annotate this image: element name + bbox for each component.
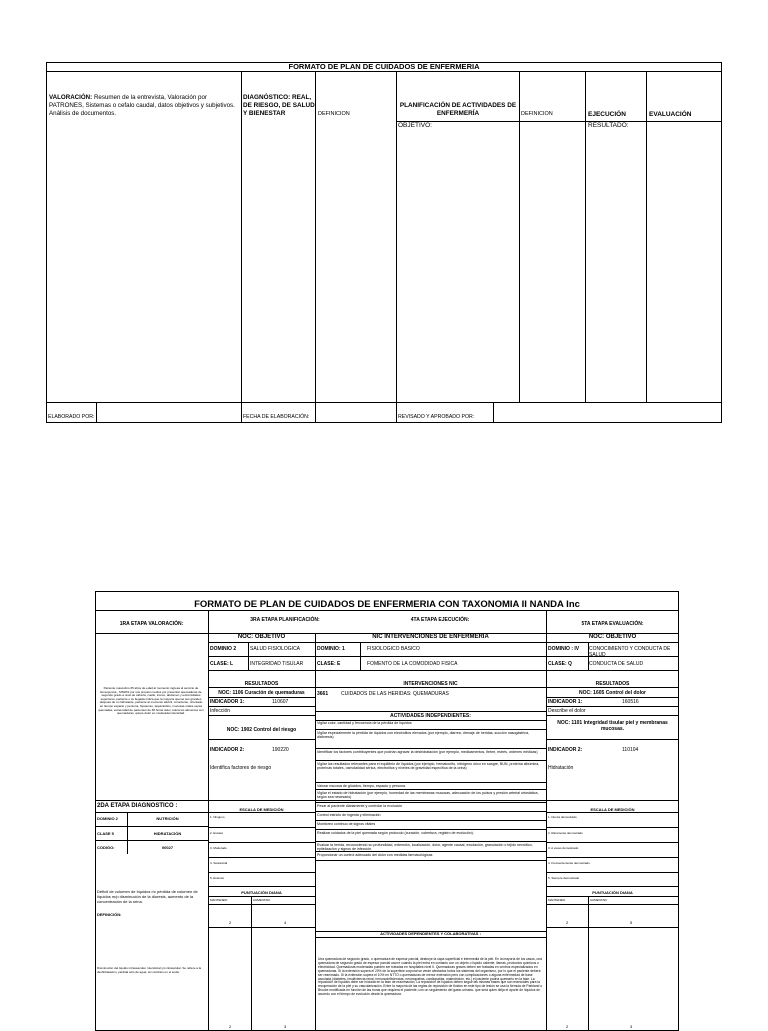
noc-domain-row-value: SALUD FISIOLOGICA (250, 646, 301, 652)
score-a: 2 (229, 920, 232, 925)
diag-row-value: 00027 (161, 845, 174, 850)
definicion-header-2: DEFINICION (521, 111, 553, 117)
activity-item: Valorar mucosa de glúcidos, tiempo, espacio y persona. (315, 783, 546, 790)
form1-col-sep (519, 72, 520, 402)
eval-indicador1-code: 160516 (622, 699, 639, 705)
etapa2-label: 2DA ETAPA DIAGNOSTICO : (97, 803, 178, 809)
etapa1-label: 1RA ETAPA VALORACIÓN: (119, 621, 184, 627)
score-bottom-d: 3 (630, 1024, 633, 1029)
form1-col-sep (315, 72, 316, 402)
form2-divider (546, 904, 679, 905)
eval-domain-row-label: CLASE: Q (548, 661, 572, 667)
mantener-label-2: MANTENER: (548, 898, 566, 902)
scale-item: 2. Escaso (208, 827, 315, 842)
eval-indicador2-label: INDICADOR 2: (548, 747, 583, 753)
diag-row-value: HIDRATACIÓN (153, 831, 182, 836)
actividades-indep-header: ACTIVIDADES INDEPENDIENTES: (390, 713, 471, 719)
activity-item: Identificar los factores contribuyentes que podrían agravar la deshidratación (por ejemplo, medicamentos, fiebre, estrés, órdenes médicas) (315, 749, 546, 761)
activity-item: Realizar cuidados de la piel quemada según protocolo (curación, cobertura, registro de evolución). (315, 830, 546, 842)
indicador1-label: INDICADOR 1: (210, 699, 245, 705)
activity-item: Monitoreo continuo de signos vitales (315, 821, 546, 830)
scale-item: 1. Ninguno (210, 815, 225, 819)
form2-divider (208, 715, 315, 716)
diag-inner-sep (127, 812, 128, 854)
intervenciones-nic-header: INTERVENCIONES NIC (403, 681, 458, 687)
eval-indicador1-label: INDICADOR 1: (548, 699, 583, 705)
form2-divider (208, 904, 315, 905)
revisado-por-label: REVISADO Y APROBADO POR: (398, 414, 475, 420)
form2-divider (546, 706, 679, 707)
fecha-elaboracion-label: FECHA DE ELABORACIÓN: (243, 414, 310, 420)
etapa5-label: 5TA ETAPA EVALUACIÓN: (581, 621, 644, 627)
eval-indicador1-text: Describe el dolor (548, 708, 586, 714)
puntuacion-header-2: PUNTUACIÓN DIANA (592, 890, 633, 895)
nic-domain-row-value: FISIOLOGICO BASICO (367, 646, 420, 652)
nic-name: CUIDADOS DE LAS HERIDAS: QUEMADURAS (341, 691, 449, 697)
form2-title-divider (95, 610, 679, 611)
eval-domain-row-value: CONOCIMIENTO Y CONDUCTA DE SALUD (589, 646, 671, 658)
definicion-header-1: DEFINICION (318, 111, 350, 117)
scale-item: 3. A veces demostrado (546, 842, 679, 857)
form-page-2 (0, 440, 768, 1029)
form2-divider (546, 715, 679, 716)
diag-row-label: DOMINIO 2 (97, 816, 118, 821)
nic-code: 3661 (317, 691, 329, 697)
puntuacion-header: PUNTUACIÓN DIANA (241, 890, 282, 895)
scale-item: 1. Nunca demostrado (548, 815, 577, 819)
form1-col-sep (646, 72, 647, 402)
eval-domain-row-label: DOMINIO : IV (548, 646, 580, 652)
diag-row-label: CODIGO: (97, 845, 115, 850)
scale-item: 5. Siempre demostrado (546, 872, 679, 887)
form2-divider (208, 706, 315, 707)
form2-divider (208, 886, 315, 887)
noc-1106: NOC: 1106 Curación de quemaduras (218, 690, 305, 696)
diagnostico-header: DIAGNÓSTICO: REAL, DE RIESGO, DE SALUD Y BIENESTAR (243, 94, 315, 117)
form2-divider (546, 687, 679, 688)
activity-item: Vigilar los resultados relevantes para el equilibrio de líquidos (por ejemplo, hematocrito, nitrógeno úrico en sangre, BUN, proteína albúmina, proteínas totales, osmolalidad sérica, electrolitos y niveles de gravedad específica de la orina) (315, 761, 546, 783)
diagnosis-text: Déficit de volumen de líquidos r/c pérdida de volumen de líquidos m/p disminución de la diuresis, aumento de la concentración de la orina. (97, 889, 198, 904)
nic-domain-row (315, 656, 546, 670)
form1-footer-sep (493, 402, 494, 423)
diag-row (95, 812, 208, 826)
nic-domain-row-label: DOMINIO: 1 (317, 646, 345, 652)
form2-divider (208, 896, 315, 897)
form1-footer-sep (396, 402, 397, 423)
form-page-1 (0, 0, 768, 440)
noc-objetivo-header-2: NOC: OBJETIVO (588, 634, 637, 640)
eval-domain-row (546, 656, 679, 670)
indicador2-label: INDICADOR 2: (210, 747, 245, 753)
form2-divider (546, 886, 679, 887)
eval-indicador2-text: Hidratación (548, 765, 574, 771)
valoracion-header (49, 94, 239, 118)
definicion-label: DEFINICIÓN: (97, 912, 122, 917)
form2-divider (546, 697, 679, 698)
activity-item: Evaluar la herida, reconociendo su profundidad, extensión, localización, dolor, agente causal, exudación, granulación o tejido necrótico, epitelización y signos de infección. (315, 842, 546, 852)
scale-item: 2. Raramente demostrado (546, 827, 679, 842)
indicador2-code: 190220 (272, 747, 289, 753)
activity-item: Vigilar el estado de hidratación (por ejemplo, humedad de las membranas mucosas, adecuación de los pulsos y presión arterial ortostática, según sea necesario) (315, 790, 546, 803)
form2-divider (315, 937, 546, 938)
escala-header: ESCALA DE MEDICIÓN (239, 807, 284, 812)
diag-row-value: NUTRICIÓN (156, 816, 179, 821)
form1-footer-sep (241, 402, 242, 423)
form2-divider (95, 800, 679, 801)
score-sep (588, 896, 589, 1031)
eval-domain-row (546, 642, 679, 656)
nic-header: NIC INTERVENCIONES DE ENFERMERIA (372, 634, 489, 640)
long-text: Una quemadura de segundo grado, o quemadura de espesor parcial, destruye la capa superficial e intermedia de la piel. En la mayoría de los casos, una quemadura de segundo grado de espesor parcial ocurre cuando la piel entra en contacto con un objeto o líquido caliente, llamas, productos químicos o electricidad. Quemaduras moderadas pueden ser tratadas en hospitales nivel II. Quemaduras graves deben ser tratadas en centros especializados en quemaduras. Si la extensión supera el 20% de la superficie corporal se verán afectados todos los sistemas del organismo, por lo que el paciente deberá ser reanimado. Si la extensión supera el 10% en NTTO o quemaduras de menor extensión pero con complicaciones o alguna enfermedad de base asociada (diabetes, insuficiencia renal, inmunodeficiencias, neumopatías, cardiopatías, malnutrición, etc.) el paciente podría quemarlo en la fase. La reposición de líquidos debe ser iniciada en la fase de reanimación. La reposición de líquidos deben seguir las mismas bases que son esenciales para la recuperación de la piel y su vascularización. Entre la mayoría de las reglas de reposición de fluidos en este tipo de lesión se usa la fórmula de Parkland o Brooke modificada en función de las horas que requiera el paciente; con un seguimiento del gasto urinario, que será quien dirija el aporte de líquidos de acuerdo con el tiempo de evolución desde la quemadura. (318, 957, 543, 997)
form1-footer-sep (96, 402, 97, 423)
form1-footer-divider (46, 402, 722, 403)
score-sep (251, 896, 252, 1031)
form2-divider (208, 739, 315, 740)
form1-footer-sep (315, 402, 316, 423)
objetivo-label: OBJETIVO: (398, 122, 432, 129)
activity-item: Pesar al paciente diariamente y controlar la evolución (315, 803, 546, 812)
scale-item: 4. Frecuentemente demostrado (546, 857, 679, 872)
form2-divider (208, 697, 315, 698)
form2-divider (546, 927, 679, 928)
form2-divider (546, 739, 679, 740)
noc-1101: NOC: 1101 Integridad tisular piel y membranas mucosas. (557, 720, 668, 732)
form2-divider (315, 670, 546, 671)
definition-text: Disminución del líquido intravascular, intersticial y/o intracelular. Se refiere a la deshidratación, pérdida sólo de agua, sin cambios en el sodio. (97, 966, 202, 974)
diag-row (95, 840, 208, 854)
form2-col-sep (208, 610, 209, 633)
score-bottom-a: 2 (229, 1024, 232, 1029)
elaborado-por-label: ELABORADO POR: (48, 414, 95, 420)
actividades-dep-header: ACTIVIDADES DEPENDIENTES Y COLABORATIVAS : (380, 931, 481, 936)
diag-row-label: CLASE 5 (97, 831, 114, 836)
resultados-header: RESULTADOS (244, 681, 279, 687)
activity-item: Vigilar color, cantidad y frecuencia de la pérdida de líquidos (315, 720, 546, 730)
nic-domain-row-label: CLASE: E (317, 661, 341, 667)
valoracion-text: Resumen de la entrevista, Valoración por PATRONES, Sistemas o cefalo caudal, datos objetivos y subjetivos. Análisis de documentos. (49, 94, 235, 117)
form1-col-sep (585, 72, 586, 402)
eval-domain-row-value: CONDUCTA DE SALUD (589, 661, 644, 667)
form2-title: FORMATO DE PLAN DE CUIDADOS DE ENFERMERIA CON TAXONOMIA II NANDA Inc (194, 599, 580, 610)
form2-divider (315, 687, 546, 688)
escala-header-2: ESCALA DE MEDICIÓN (590, 807, 635, 812)
patient-summary: Paciente masculino 65 años de edad al momento ingresa al servicio de Emergencia - MSPAS por sus propios medios por presentar quemaduras de segundo grado a nivel de cabeza, cuello, tronco, abdomen y extremidades superiores; paciente o su llegada índica que la mayoría queme sus grandes después de un hidratante, paciente al momento afebril, consciente, orientado en tiempo espacio y persona, hipotenso, taquicardico, mucosas orales secas quemadas, extremidad de pacientes de 48 horas dolor, tolera los alimentos con quemaduras, quiere dolor en moderada intensidad. (98, 686, 204, 716)
form1-col-sep (396, 72, 397, 402)
noc-domain-row-label: CLASE: L (210, 661, 234, 667)
noc-objetivo-header: NOC: OBJETIVO (237, 634, 286, 640)
form2-divider (546, 670, 679, 671)
eval-resultados-header: RESULTADOS (595, 681, 630, 687)
etapa3-label: 3RA ETAPA PLANIFICACIÓN: (250, 617, 320, 623)
score-d: 5 (630, 920, 633, 925)
indicador1-code: 110607 (272, 699, 289, 705)
activity-item: Proporcionar un control adecuado del dolor con medidas farmacológicas (315, 852, 546, 861)
noc-domain-row-value: INTEGRIDAD TISULAR (250, 661, 304, 667)
indicador2-text: Identifica factores de riesgo (210, 765, 272, 771)
evaluacion-header: EVALUACIÓN (649, 111, 692, 118)
activity-item: Control estricto de ingesta y eliminación (315, 812, 546, 821)
scale-item: 5. Extenso (208, 872, 315, 887)
form2-divider (208, 687, 315, 688)
planificacion-header: PLANIFICACIÓN DE ACTIVIDADES DE ENFERMERÍA (399, 102, 517, 117)
score-b: 4 (284, 920, 287, 925)
noc-domain-row-label: DOMINIO 2 (210, 646, 237, 652)
aumentar-label: AUMENTAR: (253, 898, 271, 902)
score-bottom-c: 2 (566, 1024, 569, 1029)
activity-item: Vigilar especialmente la pérdida de líquidos con electrolitos elevados (por ejemplo, diarrea, drenaje de heridas, succión nasogástrica, diaforesis) (315, 730, 546, 749)
form2-divider (546, 896, 679, 897)
form1-col-sep (241, 72, 242, 402)
aumentar-label-2: AUMENTAR: (590, 898, 608, 902)
noc-domain-row (208, 642, 315, 656)
score-c: 2 (566, 920, 569, 925)
valoracion-heading: VALORACIÓN: (49, 94, 93, 101)
form2-divider (208, 670, 315, 671)
etapa4-label: 4TA ETAPA EJECUCIÓN: (410, 617, 470, 623)
eval-indicador2-code: 110104 (622, 747, 639, 753)
ejecucion-header: EJECUCIÓN (588, 111, 626, 118)
scale-item: 3. Moderado (208, 842, 315, 857)
diag-row (95, 826, 208, 840)
form2-divider (315, 711, 546, 712)
infeccion-text: Infección (210, 708, 231, 714)
resultado-label: RESULTADO: (588, 122, 629, 129)
form1-header-divider (396, 121, 722, 122)
nic-domain-row (315, 642, 546, 656)
noc-1605: NOC: 1605 Control del dolor (579, 690, 646, 696)
mantener-label: MANTENER: (210, 898, 228, 902)
noc-domain-row (208, 656, 315, 670)
form2-divider (208, 927, 315, 928)
nic-domain-row-value: FOMENTO DE LA COMODIDAD FISICA (367, 661, 458, 667)
score-bottom-b: 3 (284, 1024, 287, 1029)
scale-item: 4. Sustancial (208, 857, 315, 872)
noc-1902: NOC: 1902 Control del riesgo (226, 727, 297, 733)
form1-title: FORMATO DE PLAN DE CUIDADOS DE ENFERMERIA (46, 62, 722, 72)
